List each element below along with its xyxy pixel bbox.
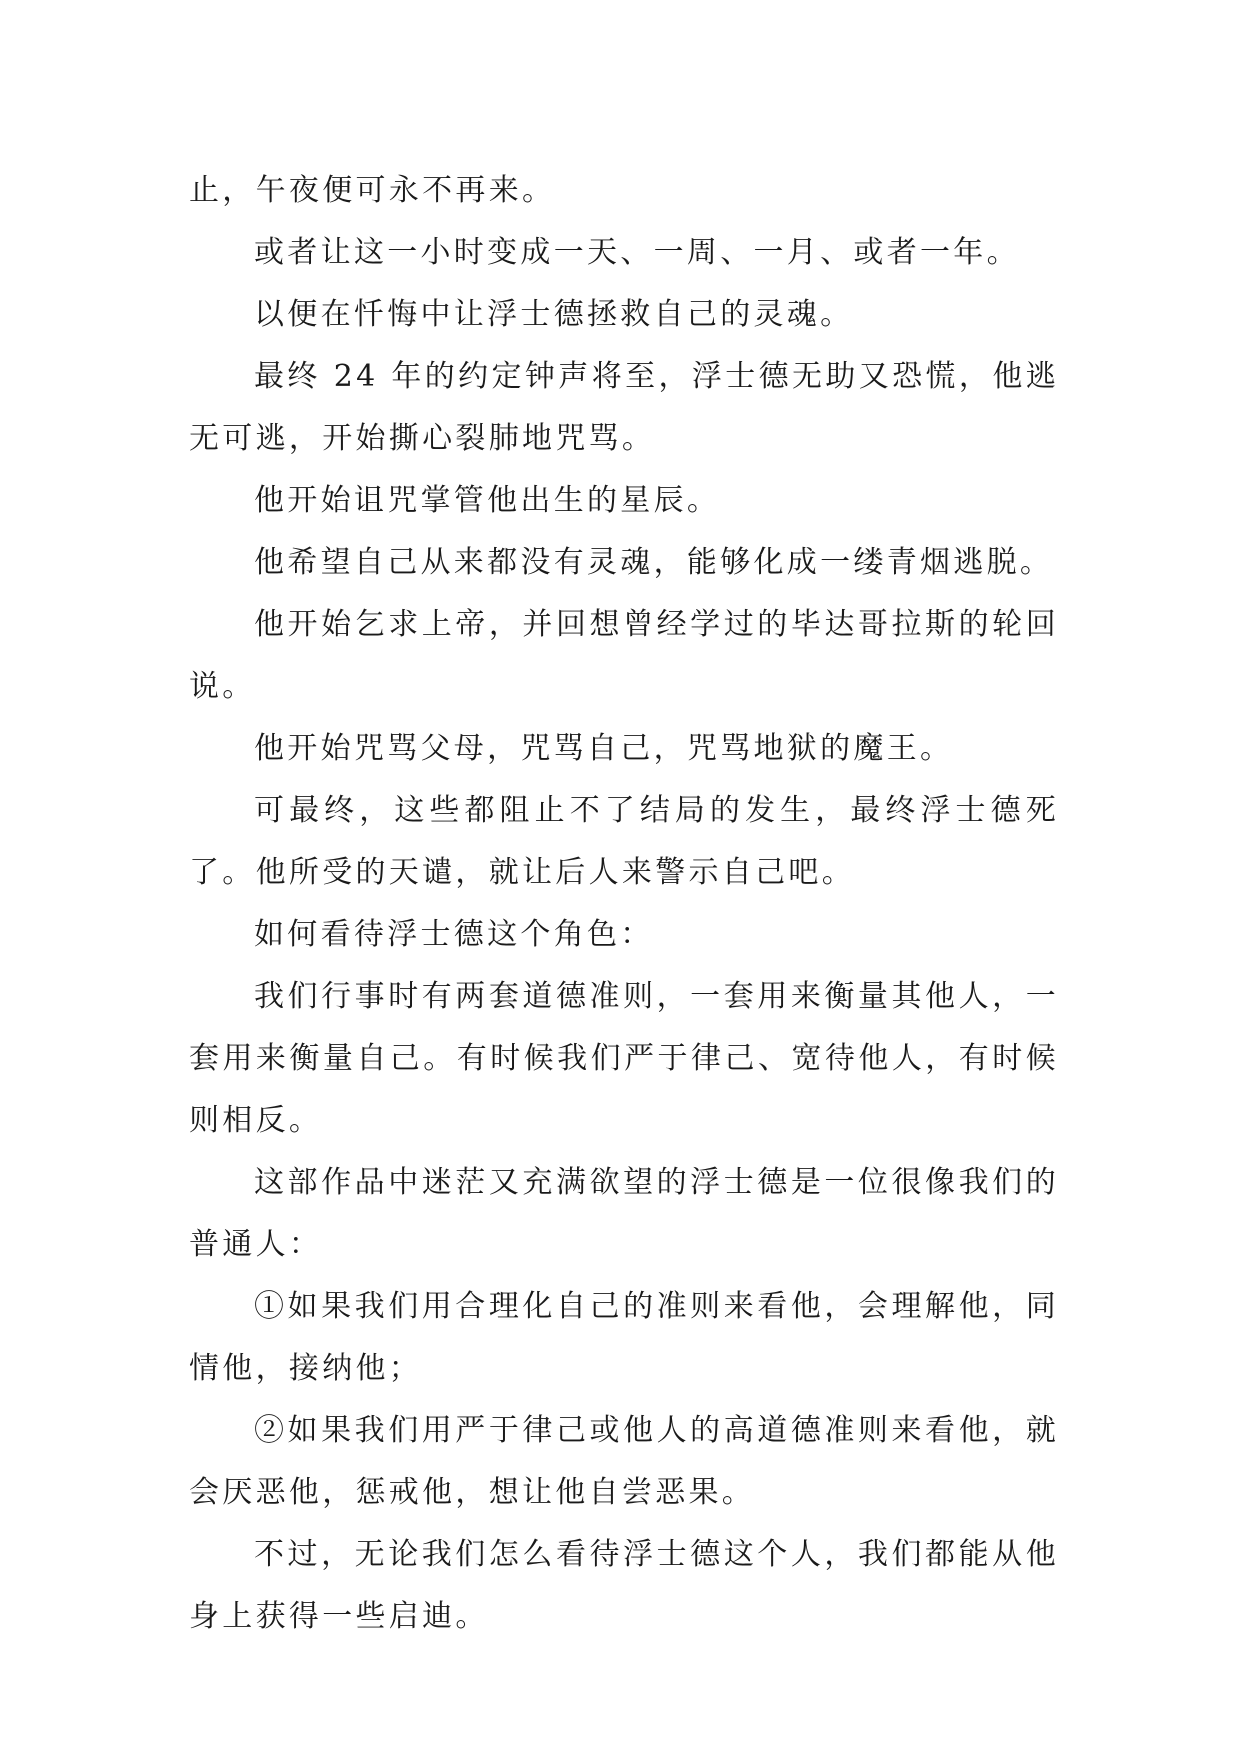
paragraph: 我们行事时有两套道德准则，一套用来衡量其他人，一套用来衡量自己。有时候我们严于律己、宽待他人，有时候则相反。: [189, 979, 1059, 1138]
paragraph: 他希望自己从来都没有灵魂，能够化成一缕青烟逃脱。: [254, 545, 1054, 580]
paragraph: 或者让这一小时变成一天、一周、一月、或者一年。: [254, 235, 1020, 270]
paragraph: 最终 24 年的约定钟声将至，浮士德无助又恐慌，他逃无可逃，开始撕心裂肺地咒骂。: [189, 359, 1059, 456]
paragraph: ②如果我们用严于律己或他人的高道德准则来看他，就会厌恶他，惩戒他，想让他自尝恶果。: [189, 1413, 1059, 1510]
paragraph: 如何看待浮士德这个角色：: [254, 917, 654, 952]
paragraph: 他开始诅咒掌管他出生的星辰。: [254, 483, 721, 518]
paragraph: 他开始咒骂父母，咒骂自己，咒骂地狱的魔王。: [254, 731, 954, 766]
document-body: [189, 160, 1059, 1648]
paragraph: 他开始乞求上帝，并回想曾经学过的毕达哥拉斯的轮回说。: [189, 607, 1059, 704]
paragraph: 这部作品中迷茫又充满欲望的浮士德是一位很像我们的普通人：: [189, 1165, 1059, 1262]
paragraph: 可最终，这些都阻止不了结局的发生，最终浮士德死了。他所受的天谴，就让后人来警示自己吧。: [189, 793, 1059, 890]
paragraph: 不过，无论我们怎么看待浮士德这个人，我们都能从他身上获得一些启迪。: [189, 1537, 1059, 1634]
paragraph: 以便在忏悔中让浮士德拯救自己的灵魂。: [254, 297, 854, 332]
paragraph-continued: 止，午夜便可永不再来。: [189, 173, 556, 208]
paragraph: ①如果我们用合理化自己的准则来看他，会理解他，同情他，接纳他；: [189, 1289, 1059, 1386]
